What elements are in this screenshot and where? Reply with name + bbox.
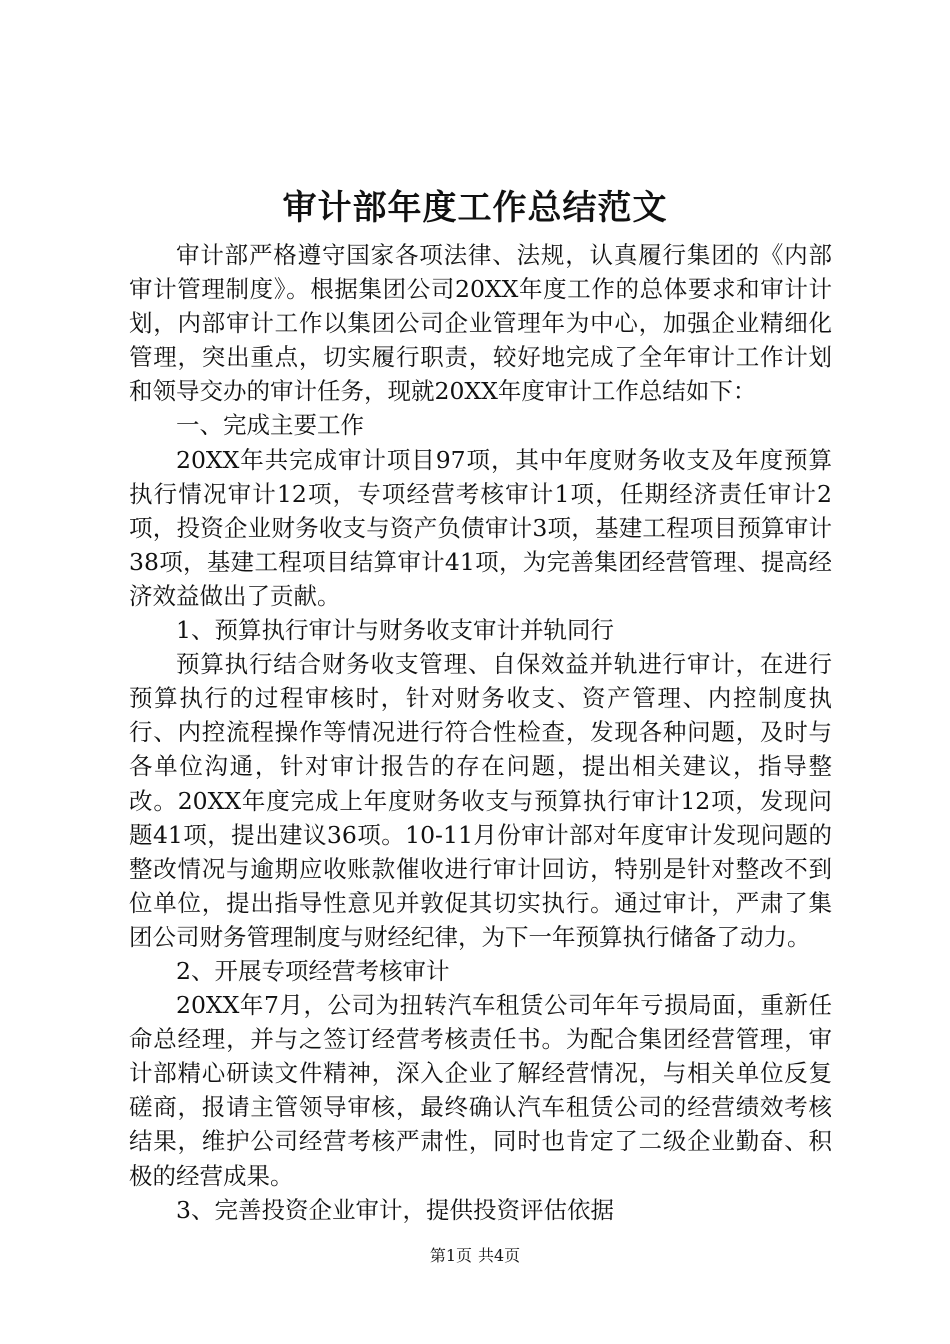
document-title: 审计部年度工作总结范文 — [282, 188, 668, 228]
document-body — [129, 238, 832, 1227]
intro-paragraph: 审计部严格遵守国家各项法律、法规，认真履行集团的《内部审计管理制度》。根据集团公司20XX年度工作的总体要求和审计计划，内部审计工作以集团公司企业管理年为中心，加强企业精细化管理，突出重点，切实履行职责，较好地完成了全年审计工作计划和领导交办的审计任务，现就20XX年度审计工作总结如下： — [129, 241, 832, 406]
subsection-heading: 3、完善投资企业审计，提供投资评估依据 — [176, 1195, 614, 1224]
section-heading: 一、完成主要工作 — [176, 411, 364, 440]
body-paragraph: 预算执行结合财务收支管理、自保效益并轨进行审计，在进行预算执行的过程审核时，针对财务收支、资产管理、内控制度执行、内控流程操作等情况进行符合性检查，发现各种问题，及时与各单位沟通，针对审计报告的存在问题，提出相关建议，指导整改。20XX年度完成上年度财务收支与预算执行审计12项，发现问题41项，提出建议36项。10-11月份审计部对年度审计发现问题的整改情况与逾期应收账款催收进行审计回访，特别是针对整改不到位单位，提出指导性意见并敦促其切实执行。通过审计，严肃了集团公司财务管理制度与财经纪律，为下一年预算执行储备了动力。 — [129, 650, 832, 951]
page-count: 共4页 — [478, 1246, 521, 1265]
body-paragraph: 20XX年7月，公司为扭转汽车租赁公司年年亏损局面，重新任命总经理，并与之签订经营考核责任书。为配合集团经营管理，审计部精心研读文件精神，深入企业了解经营情况，与相关单位反复磋商，报请主管领导审核，最终确认汽车租赁公司的经营绩效考核结果，维护公司经营考核严肃性，同时也肯定了二级企业勤奋、积极的经营成果。 — [129, 991, 832, 1190]
subsection-heading: 1、预算执行审计与财务收支审计并轨同行 — [176, 616, 614, 645]
page-number: 第1页 — [429, 1246, 472, 1265]
body-paragraph: 20XX年共完成审计项目97项，其中年度财务收支及年度预算执行情况审计12项，专项经营考核审计1项，任期经济责任审计2项，投资企业财务收支与资产负债审计3项，基建工程项目预算审计38项，基建工程项目结算审计41项，为完善集团经营管理、提高经济效益做出了贡献。 — [129, 445, 832, 610]
subsection-heading: 2、开展专项经营考核审计 — [176, 956, 450, 985]
page-footer — [0, 1246, 950, 1266]
